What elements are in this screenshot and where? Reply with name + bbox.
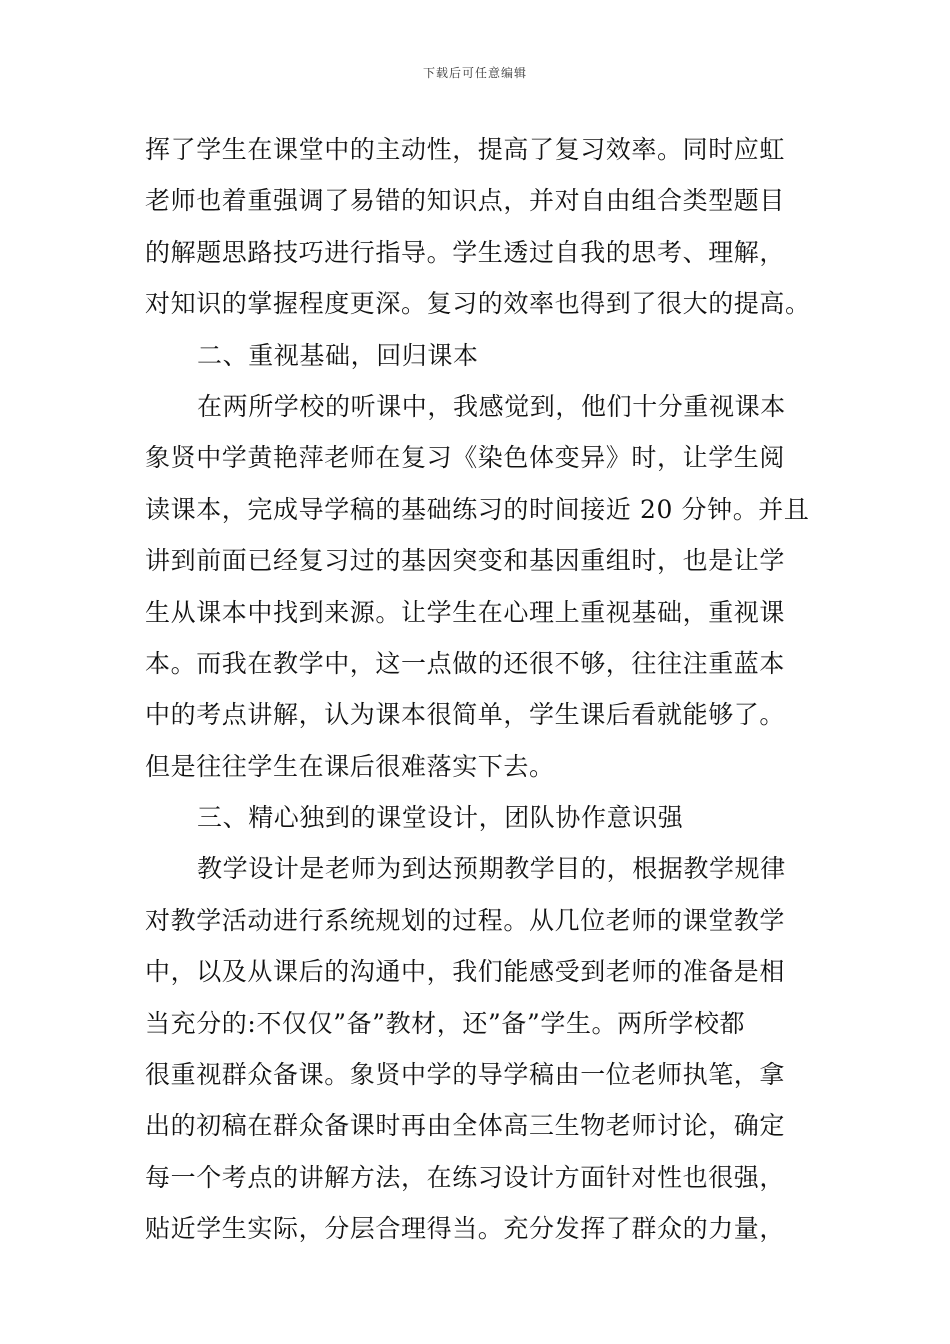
text-line: 但是往往学生在课后很难落实下去。: [145, 751, 555, 781]
text-line: 讲到前面已经复习过的基因突变和基因重组时，也是让学: [145, 546, 786, 576]
body-text: [145, 124, 810, 1255]
text-line: 每一个考点的讲解方法，在练习设计方面针对性也很强，: [145, 1162, 786, 1192]
text-line: 的解题思路技巧进行指导。学生透过自我的思考、理解，: [145, 237, 786, 267]
text-line: 对教学活动进行系统规划的过程。从几位老师的课堂教学: [145, 905, 786, 935]
text-line: 当充分的:不仅仅”备”教材，还”备”学生。两所学校都: [145, 1008, 746, 1038]
paragraph-start: 在两所学校的听课中，我感觉到，他们十分重视课本: [197, 391, 786, 421]
text-line: 本。而我在教学中，这一点做的还很不够，往往注重蓝本: [145, 648, 786, 678]
text-line: 贴近学生实际，分层合理得当。充分发挥了群众的力量，: [145, 1214, 786, 1244]
text-line: 很重视群众备课。象贤中学的导学稿由一位老师执笔，拿: [145, 1060, 786, 1090]
text-line: 生从课本中找到来源。让学生在心理上重视基础，重视课: [145, 597, 786, 627]
text-line: 挥了学生在课堂中的主动性，提高了复习效率。同时应虹: [145, 135, 786, 164]
text-line: 象贤中学黄艳萍老师在复习《染色体变异》时，让学生阅: [145, 443, 786, 473]
text-line: 中的考点讲解，认为课本很简单，学生课后看就能够了。: [145, 700, 786, 730]
section-heading-2: 二、重视基础，回归课本: [197, 340, 479, 370]
text-line: 老师也着重强调了易错的知识点，并对自由组合类型题目: [145, 186, 786, 216]
text-line: 出的初稿在群众备课时再由全体高三生物老师讨论，确定: [145, 1111, 786, 1141]
text-line: 读课本，完成导学稿的基础练习的时间接近 20 分钟。并且: [145, 494, 810, 524]
text-line: 中，以及从课后的沟通中，我们能感受到老师的准备是相: [145, 957, 786, 987]
section-heading-3: 三、精心独到的课堂设计，团队协作意识强: [197, 803, 684, 833]
text-line: 对知识的掌握程度更深。复习的效率也得到了很大的提高。: [145, 289, 811, 319]
paragraph-start: 教学设计是老师为到达预期教学目的，根据教学规律: [197, 854, 786, 884]
page-header: 下载后可任意编辑: [422, 66, 527, 80]
